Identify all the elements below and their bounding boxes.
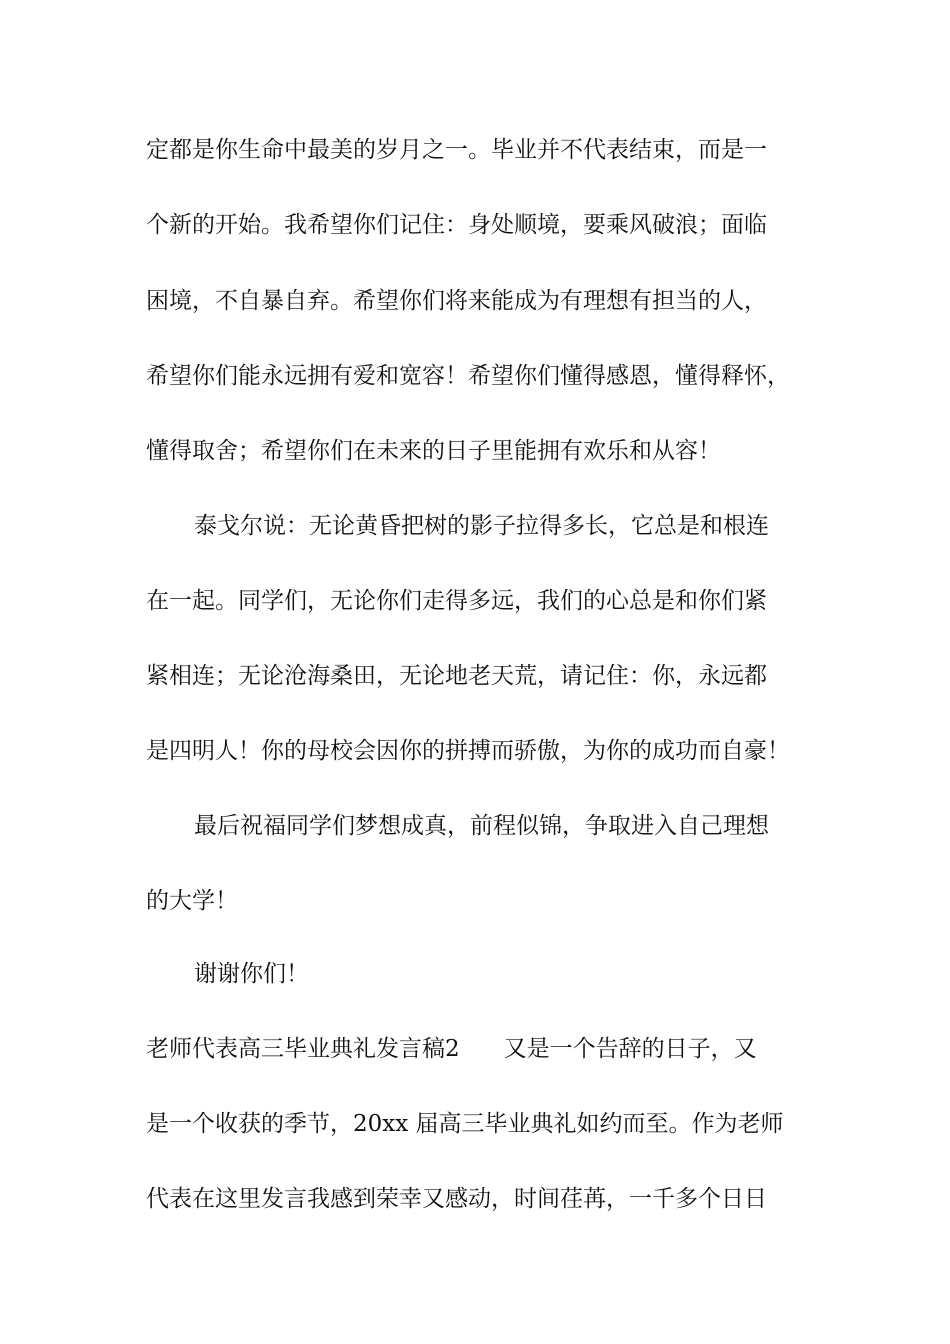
paragraph-line: 代表在这里发言我感到荣幸又感动，时间荏苒，一千多个日日 xyxy=(146,1186,767,1212)
paragraph-line: 定都是你生命中最美的岁月之一。毕业并不代表结束，而是一 xyxy=(146,137,767,163)
section-first-line: 又是一个告辞的日子，又 xyxy=(503,1036,757,1062)
paragraph-line: 困境，不自暴自弃。希望你们将来能成为有理想有担当的人， xyxy=(146,288,767,314)
paragraph-line: 是四明人！你的母校会因你的拼搏而骄傲，为你的成功而自豪！ xyxy=(146,738,790,764)
paragraph-line: 的大学！ xyxy=(146,888,238,914)
paragraph-line: 个新的开始。我希望你们记住：身处顺境，要乘风破浪；面临 xyxy=(146,212,767,238)
paragraph-line: 是一个收获的季节，20xx 届高三毕业典礼如约而至。作为老师 xyxy=(146,1111,784,1137)
paragraph-line: 希望你们能永远拥有爱和宽容！希望你们懂得感恩，懂得释怀， xyxy=(146,363,790,389)
paragraph-line: 在一起。同学们，无论你们走得多远，我们的心总是和你们紧 xyxy=(146,588,767,614)
paragraph-line: 泰戈尔说：无论黄昏把树的影子拉得多长，它总是和根连 xyxy=(194,513,769,539)
paragraph-line: 紧相连；无论沧海桑田，无论地老天荒，请记住：你，永远都 xyxy=(146,663,767,689)
paragraph-line: 懂得取舍；希望你们在未来的日子里能拥有欢乐和从容！ xyxy=(146,438,721,464)
closing-line: 谢谢你们！ xyxy=(194,961,309,987)
paragraph-line: 最后祝福同学们梦想成真，前程似锦，争取进入自己理想 xyxy=(194,813,769,839)
section-title: 老师代表高三毕业典礼发言稿2 xyxy=(146,1036,460,1062)
section-heading-line xyxy=(146,1031,816,1067)
